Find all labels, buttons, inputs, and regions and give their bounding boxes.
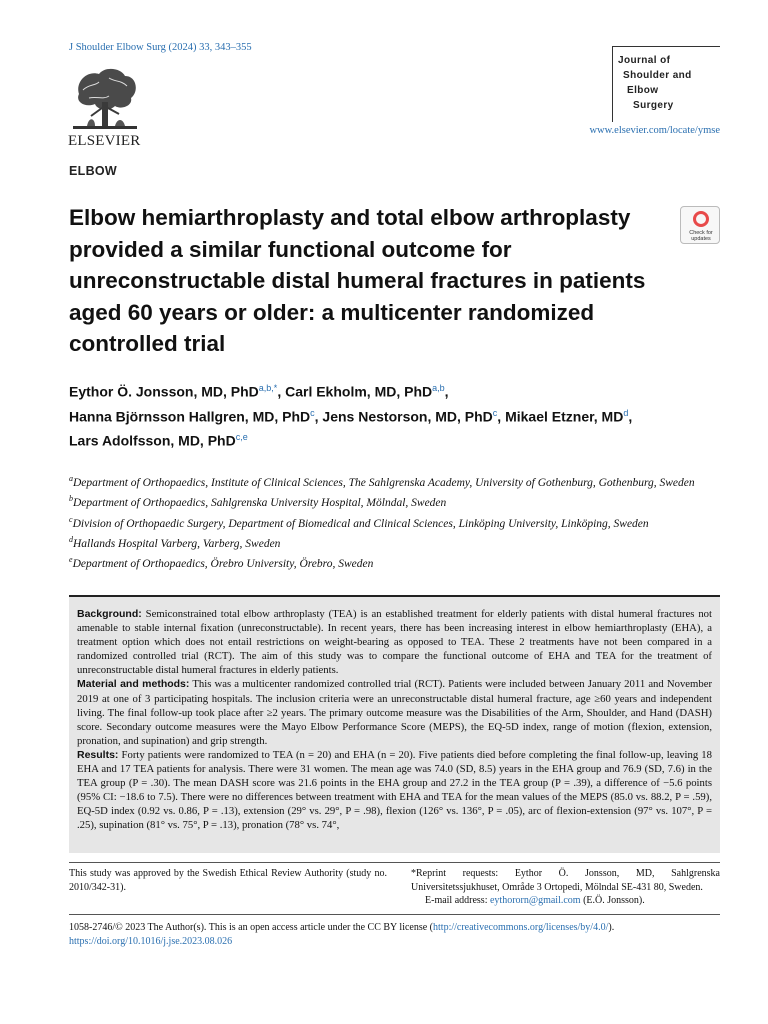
- elsevier-wordmark: ELSEVIER: [68, 133, 141, 149]
- author-name: Lars Adolfsson, MD, PhD: [69, 432, 236, 449]
- author-name: Jens Nestorson, MD, PhD: [322, 408, 493, 425]
- affiliation-item: $^c$Division of Orthopaedic Surgery, Department of Biomedical and Clinical Sciences, Linköping University, Linköping, Sweden: [69, 514, 649, 530]
- check-for-updates-button[interactable]: [680, 206, 720, 244]
- author-affiliation-link[interactable]: d: [623, 407, 629, 418]
- affiliation-list: [69, 471, 719, 573]
- ethics-footnote: This study was approved by the Swedish Ethical Review Authority (study no. 2010/342-31).: [69, 868, 387, 893]
- license-footer: 1058-2746/© 2023 The Author(s). This is an open access article under the CC BY license (http://creativecommons.org/licenses/by/4.0/). https://doi.org/10.1016/j.jse.2023.08.026: [69, 922, 615, 947]
- author-affiliation-link[interactable]: a,b,*: [258, 383, 278, 393]
- journal-logo: [612, 46, 720, 122]
- elsevier-tree-icon: [69, 64, 141, 132]
- reprint-footnote: *Reprint requests: Eythor Ö. Jonsson, MD, Sahlgrenska Universitetssjukhuset, Område 3 Ortopedi, Mölndal SE-431 80, Sweden. E-mail address: eythororn@gmail.com (E.Ö. Jonsson).: [411, 868, 720, 906]
- author-name: Hanna Björnsson Hallgren, MD, PhD: [69, 408, 311, 425]
- journal-logo-line: Shoulder and: [623, 70, 692, 81]
- author-affiliation-link[interactable]: c: [492, 407, 498, 418]
- doi-link[interactable]: https://doi.org/10.1016/j.jse.2023.08.026: [69, 935, 233, 947]
- section-label: ELBOW: [69, 164, 118, 178]
- journal-logo-line: Journal of: [618, 55, 671, 66]
- abstract-heading: Results:: [77, 748, 119, 761]
- affiliation-item: $^a$Department of Orthopaedics, Institute of Clinical Sciences, The Sahlgrenska Academy, University of Gothenburg, Gothenburg, Sweden: [69, 474, 695, 489]
- journal-citation[interactable]: J Shoulder Elbow Surg (2024) 33, 343–355: [69, 42, 252, 53]
- author-name: Carl Ekholm, MD, PhD: [285, 383, 433, 400]
- journal-logo-line: Elbow: [627, 85, 659, 96]
- license-divider: [69, 914, 720, 915]
- author-name: Eythor Ö. Jonsson, MD, PhD: [69, 383, 259, 400]
- abstract-methods: Material and methods: This was a multicenter randomized controlled trial (RCT). Patients were included between January 2011 and November 2019 at one of 3 participating hospitals. The inclusion criteria were an unreconstructable distal humeral fracture, age ≥60 years and independent living. The final follow-up took place after ≥2 years. The primary outcome measure was the Disabilities of the Arm, Shoulder, and Hand (DASH) score. Secondary outcome measures were the Mayo Elbow Performance Score (MEPS), the EQ-5D index, range of motion (flexion, extension, pronation, and supination) and grip strength.: [77, 678, 713, 747]
- author-list: Eythor Ö. Jonsson, MD, PhD$^{a,b,*}$, Carl Ekholm, MD, PhD$^{a,b}$, Hanna Björnsson Hallgren, MD, PhD$^c$, Jens Nestorson, MD, PhD$^c$, Mikael Etzner, $MD^d$, Lars Adolfsson, MD, PhD$^{c,e}$: [69, 383, 633, 449]
- affiliation-item: $^e$Department of Orthopaedics, Örebro University, Örebro, Sweden: [69, 555, 374, 571]
- abstract-heading: Background:: [77, 608, 142, 620]
- license-link[interactable]: http://creativecommons.org/licenses/by/4.0/: [433, 922, 609, 933]
- check-for-updates-label: Check for updates: [689, 230, 713, 242]
- article-title: Elbow hemiarthroplasty and total elbow arthroplasty provided a similar functional outcome for unreconstructable distal humeral fractures in patients aged 60 years or older: a multicenter randomized controlled trial: [69, 205, 646, 356]
- journal-logo-line: Surgery: [633, 100, 674, 111]
- abstract-heading: Material and methods:: [77, 678, 190, 691]
- journal-url-link[interactable]: www.elsevier.com/locate/ymse: [589, 125, 720, 136]
- footnote-divider: [69, 862, 720, 863]
- author-affiliation-link[interactable]: c: [310, 407, 315, 418]
- abstract-background: Background: Semiconstrained total elbow arthroplasty (TEA) is an established treatment for elderly patients with distal humeral fractures not amenable to stable internal fixation (unreconstructable). In recent years, there has been increasing interest in elbow hemiarthroplasty (EHA), a treatment option which does not entail restrictions on weight-bearing as opposed to TEA. These 2 treatments have not been compared in a randomized controlled trial (RCT). The aim of this study was to compare the functional outcome of EHA and TEA for the treatment of unreconstructable distal humeral fractures in elderly patients.: [77, 608, 712, 677]
- author-affiliation-link[interactable]: c,e: [235, 432, 248, 443]
- update-check-icon: [693, 211, 709, 227]
- abstract-results: Results: Forty patients were randomized to TEA (n = 20) and EHA (n = 20). Five patients died before completing the final follow-up, leaving 18 EHA and 17 TEA patients for analysis. There were 31 women. The mean age was 74.0 (SD, 8.5) years in the EHA group and 76.9 (SD, 7.6) in the TEA group (P = .30). The mean DASH score was 21.6 points in the EHA group and 27.2 in the TEA group (P = .39), a difference of −5.6 points (95% CI: −18.6 to 7.5). There were no differences between treatment with EHA and TEA for the mean values of the MEPS (85.0 vs. 88.2, P = .59), EQ-5D index (0.92 vs. 0.86, P = .13), extension (29° vs. 29°, P = .98), flexion (126° vs. 136°, P = .05), arc of flexion-extension (97° vs. 107°, P = .25), supination (81° vs. 75°, P = .13), pronation (78° vs. 74°,: [77, 748, 712, 832]
- abstract-box: [69, 595, 720, 853]
- author-name: Mikael Etzner, MD: [505, 408, 624, 425]
- affiliation-item: $^d$Hallands Hospital Varberg, Varberg, Sweden: [69, 534, 281, 550]
- email-link[interactable]: eythororn@gmail.com: [489, 895, 581, 906]
- author-affiliation-link[interactable]: a,b: [432, 383, 445, 393]
- affiliation-item: $^b$Department of Orthopaedics, Sahlgrenska University Hospital, Mölndal, Sweden: [69, 494, 447, 510]
